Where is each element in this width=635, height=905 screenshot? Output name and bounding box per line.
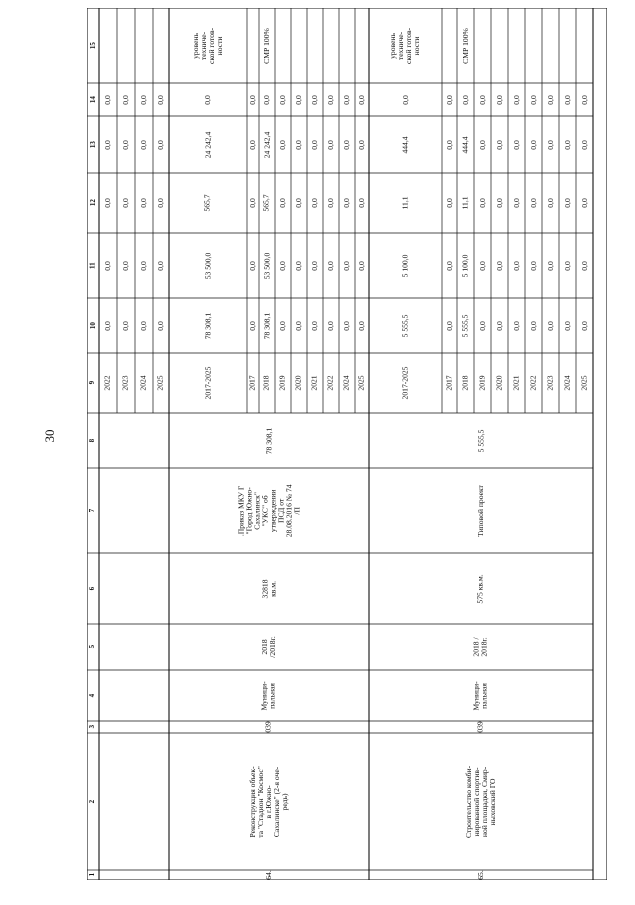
object-64-total-c11: 53 500,0 xyxy=(203,252,213,279)
header-col-5: 5 xyxy=(88,645,97,649)
object-65-row-5-c13: 0,0 xyxy=(511,139,521,150)
object-65-row-4-c14: 0,0 xyxy=(494,94,504,105)
object-64-total-c15: уровень техниче- ской готов- ности xyxy=(191,27,224,64)
object-64-row-5-c13: 0,0 xyxy=(310,139,320,150)
object-65-row-1-year: 2017 xyxy=(444,375,454,391)
top-row-3-c11: 0,0 xyxy=(139,260,149,271)
top-row-3-c10: 0,0 xyxy=(139,320,149,331)
object-65-row-6-c12: 0,0 xyxy=(528,198,538,208)
object-64-row-8-c10: 0,0 xyxy=(357,320,367,331)
object-65-row-1-c14: 0,0 xyxy=(444,94,454,105)
object-64-row-5-c14: 0,0 xyxy=(310,94,320,105)
top-row-4-c11: 0,0 xyxy=(156,260,166,271)
object-65-cost: 5 555,5 xyxy=(476,429,486,452)
object-65-row-4-c11: 0,0 xyxy=(494,260,504,271)
top-row-2-c11: 0,0 xyxy=(121,260,131,271)
object-65-row-2-c12: 11,1 xyxy=(460,196,470,210)
top-row-1-c13: 0,0 xyxy=(103,139,113,150)
object-65-name: Строительство комби- нированной спортив- ной площадки, Смир- ныховский ГО xyxy=(464,765,497,838)
object-64-row-6-year: 2022 xyxy=(326,375,336,391)
top-row-3-c12: 0,0 xyxy=(139,198,149,208)
object-65-row-5-c11: 0,0 xyxy=(511,260,521,271)
object-64-ownership: Муници- пальная xyxy=(260,680,277,711)
header-col-7: 7 xyxy=(88,508,97,513)
object-65-row-6-c13: 0,0 xyxy=(528,139,538,150)
object-64-total-year: 2017-2025 xyxy=(203,366,213,400)
object-64-row-8-c14: 0,0 xyxy=(357,94,367,105)
object-65-row-9-c14: 0,0 xyxy=(579,94,589,105)
header-col-13: 13 xyxy=(88,141,97,148)
top-row-1-year: 2022 xyxy=(103,375,113,391)
object-65-row-7-c14: 0,0 xyxy=(545,94,555,105)
top-row-4-c13: 0,0 xyxy=(156,139,166,150)
object-64-row-3-c12: 0,0 xyxy=(278,198,288,208)
object-64-row-7-year: 2024 xyxy=(342,375,352,391)
object-64-row-2-c11: 53 500,0 xyxy=(262,252,272,279)
object-65-row-1-c11: 0,0 xyxy=(444,260,454,271)
object-65-row-7-year: 2023 xyxy=(545,375,555,391)
object-64-row-1-c10: 0,0 xyxy=(248,320,258,331)
object-64-capacity: 32818 кв.м. xyxy=(260,579,277,598)
object-65-row-3-c12: 0,0 xyxy=(477,198,487,208)
object-65-row-2-year: 2018 xyxy=(460,375,470,391)
header-col-14: 14 xyxy=(88,96,97,103)
object-64-cost: 78 308,1 xyxy=(264,427,274,454)
object-64-number: 64. xyxy=(264,870,274,880)
object-64-row-1-c11: 0,0 xyxy=(248,260,258,271)
object-64-period: 2018 /2018г. xyxy=(260,636,277,658)
object-64-total-c14: 0,0 xyxy=(203,94,213,105)
object-65-number: 65. xyxy=(476,870,486,880)
top-row-4-c12: 0,0 xyxy=(156,198,166,208)
top-row-1-c14: 0,0 xyxy=(103,94,113,105)
object-65-row-6-c10: 0,0 xyxy=(528,320,538,331)
header-col-9: 9 xyxy=(88,381,97,385)
object-65-row-1-c13: 0,0 xyxy=(444,139,454,150)
object-65-row-8-c10: 0,0 xyxy=(562,320,572,331)
object-65-row-2-c15: СМР 100% xyxy=(460,27,470,64)
object-64-row-1-year: 2017 xyxy=(248,375,258,391)
object-65-row-7-c10: 0,0 xyxy=(545,320,555,331)
object-65-capacity: 575 кв.м. xyxy=(476,573,486,604)
object-65-total-c15: уровень техниче- ской готов- ности xyxy=(388,27,422,64)
object-65-total-c13: 444,4 xyxy=(400,135,410,154)
object-64-row-6-c12: 0,0 xyxy=(326,198,336,208)
object-64-row-6-c10: 0,0 xyxy=(326,320,336,331)
top-row-3-c14: 0,0 xyxy=(139,94,149,105)
object-64-row-8-c12: 0,0 xyxy=(357,198,367,208)
object-64-row-8-c11: 0,0 xyxy=(357,260,367,271)
object-65-row-9-c13: 0,0 xyxy=(579,139,589,150)
object-65-row-2-c13: 444,4 xyxy=(460,135,470,154)
top-row-4-c10: 0,0 xyxy=(156,320,166,331)
object-64-name: Реконструкция объек- та "Стадион "Космос" в г.Южно- Сахалинске" (2-я оче- редь) xyxy=(248,765,289,838)
top-row-2-c12: 0,0 xyxy=(121,198,131,208)
object-64-row-6-c13: 0,0 xyxy=(326,139,336,150)
top-row-2-c13: 0,0 xyxy=(121,139,131,150)
object-65-row-8-c13: 0,0 xyxy=(562,139,572,150)
object-64-code: 039 xyxy=(264,721,274,733)
header-col-12: 12 xyxy=(88,199,97,207)
object-64-row-6-c11: 0,0 xyxy=(326,260,336,271)
object-65-document: Типовой проект xyxy=(476,484,486,537)
object-64-row-7-c13: 0,0 xyxy=(342,139,352,150)
object-64-row-4-c10: 0,0 xyxy=(294,320,304,331)
top-row-1-c10: 0,0 xyxy=(103,320,113,331)
object-65-total-c10: 5 555,5 xyxy=(400,314,410,337)
object-64-row-3-c11: 0,0 xyxy=(278,260,288,271)
page-number: 30 xyxy=(42,429,57,443)
header-col-4: 4 xyxy=(88,693,97,698)
object-65-row-4-c12: 0,0 xyxy=(494,198,504,208)
object-65-total-c11: 5 100,0 xyxy=(400,254,410,277)
object-65-row-6-c14: 0,0 xyxy=(528,94,538,105)
top-row-3-c13: 0,0 xyxy=(139,139,149,150)
object-65-row-9-c11: 0,0 xyxy=(579,260,589,271)
object-65-row-5-year: 2021 xyxy=(511,375,521,391)
object-64-row-2-year: 2018 xyxy=(262,375,272,391)
object-65-total-c12: 11,1 xyxy=(400,196,410,210)
object-65-row-2-c14: 0,0 xyxy=(460,94,470,105)
object-65-row-2-c10: 5 555,5 xyxy=(460,314,470,337)
object-64-row-2-c13: 24 242,4 xyxy=(262,131,272,158)
object-64-row-4-c14: 0,0 xyxy=(294,94,304,105)
object-64-row-8-year: 2025 xyxy=(357,375,367,391)
object-65-row-7-c13: 0,0 xyxy=(545,139,555,150)
object-65-row-9-year: 2025 xyxy=(579,375,589,391)
budget-table xyxy=(87,8,607,880)
header-col-11: 11 xyxy=(88,262,97,269)
header-col-15: 15 xyxy=(88,42,97,49)
object-65-row-3-year: 2019 xyxy=(477,375,487,391)
object-65-row-1-c10: 0,0 xyxy=(444,320,454,331)
object-64-row-5-c10: 0,0 xyxy=(310,320,320,331)
header-col-6: 6 xyxy=(88,586,97,591)
object-65-row-2-c11: 5 100,0 xyxy=(460,254,470,277)
object-64-row-4-c12: 0,0 xyxy=(294,198,304,208)
object-65-row-3-c13: 0,0 xyxy=(477,139,487,150)
object-64-row-4-year: 2020 xyxy=(294,375,304,391)
object-65-row-4-c13: 0,0 xyxy=(494,139,504,150)
object-64-row-8-c13: 0,0 xyxy=(357,139,367,150)
object-64-row-5-year: 2021 xyxy=(310,375,320,391)
object-65-row-4-c10: 0,0 xyxy=(494,320,504,331)
object-65-row-8-year: 2024 xyxy=(562,375,572,391)
object-64-total-c13: 24 242,4 xyxy=(203,131,213,158)
object-64-row-3-c14: 0,0 xyxy=(278,94,288,105)
object-64-row-7-c14: 0,0 xyxy=(342,94,352,105)
object-64-row-7-c10: 0,0 xyxy=(342,320,352,331)
top-row-4-year: 2025 xyxy=(156,375,166,391)
object-65-period: 2018 / 2018г. xyxy=(472,637,489,657)
top-row-1-c12: 0,0 xyxy=(103,198,113,208)
object-64-document: .Приказ МКУ Г "Город Южно- Сахалинск" "УКС" об утверждении ПСД от 28.08.2016 № 74 /П xyxy=(236,484,301,537)
top-row-2-c10: 0,0 xyxy=(121,320,131,331)
object-65-row-8-c11: 0,0 xyxy=(562,260,572,271)
object-65-row-6-year: 2022 xyxy=(528,375,538,391)
object-64-row-2-c12: 565,7 xyxy=(262,194,272,212)
object-64-row-7-c11: 0,0 xyxy=(342,260,352,271)
object-64-row-2-c14: 0,0 xyxy=(262,94,272,105)
object-65-row-3-c14: 0,0 xyxy=(477,94,487,105)
object-65-row-5-c10: 0,0 xyxy=(511,320,521,331)
object-65-row-8-c14: 0,0 xyxy=(562,94,572,105)
object-64-row-5-c12: 0,0 xyxy=(310,198,320,208)
object-64-row-4-c11: 0,0 xyxy=(294,260,304,271)
object-65-row-7-c12: 0,0 xyxy=(545,198,555,208)
header-col-1: 1 xyxy=(88,873,97,877)
object-65-row-8-c12: 0,0 xyxy=(562,198,572,208)
top-row-1-c11: 0,0 xyxy=(103,260,113,271)
object-64-row-1-c12: 0,0 xyxy=(248,198,258,208)
top-row-2-c14: 0,0 xyxy=(121,94,131,105)
object-65-code: 039 xyxy=(476,721,486,733)
object-65-row-7-c11: 0,0 xyxy=(545,260,555,271)
object-64-row-1-c13: 0,0 xyxy=(248,139,258,150)
header-col-10: 10 xyxy=(88,322,97,329)
object-65-row-1-c12: 0,0 xyxy=(444,198,454,208)
object-65-row-5-c14: 0,0 xyxy=(511,94,521,105)
object-64-row-3-c10: 0,0 xyxy=(278,320,288,331)
object-65-row-3-c10: 0,0 xyxy=(477,320,487,331)
top-row-4-c14: 0,0 xyxy=(156,94,166,105)
object-65-row-3-c11: 0,0 xyxy=(477,260,487,271)
object-64-row-2-c10: 78 308,1 xyxy=(262,312,272,339)
object-64-total-c12: 565,7 xyxy=(203,194,213,212)
top-row-3-year: 2024 xyxy=(139,375,149,391)
object-65-row-5-c12: 0,0 xyxy=(511,198,521,208)
object-65-row-4-year: 2020 xyxy=(494,375,504,391)
object-64-total-c10: 78 308,1 xyxy=(203,312,213,339)
object-64-row-7-c12: 0,0 xyxy=(342,198,352,208)
object-65-total-c14: 0,0 xyxy=(400,94,410,105)
header-col-2: 2 xyxy=(88,799,97,804)
header-col-3: 3 xyxy=(88,725,97,729)
object-64-row-3-year: 2019 xyxy=(278,375,288,391)
object-65-row-9-c10: 0,0 xyxy=(579,320,589,331)
top-row-2-year: 2023 xyxy=(121,375,131,391)
object-64-row-1-c14: 0,0 xyxy=(248,94,258,105)
object-64-row-3-c13: 0,0 xyxy=(278,139,288,150)
object-64-row-6-c14: 0,0 xyxy=(326,94,336,105)
object-65-ownership: Муници- пальная xyxy=(472,680,489,711)
object-65-row-9-c12: 0,0 xyxy=(579,198,589,208)
object-64-row-2-c15: СМР 100% xyxy=(262,27,272,64)
object-65-row-6-c11: 0,0 xyxy=(528,260,538,271)
object-64-row-4-c13: 0,0 xyxy=(294,139,304,150)
object-64-row-5-c11: 0,0 xyxy=(310,260,320,271)
object-65-total-year: 2017-2025 xyxy=(400,366,410,400)
header-col-8: 8 xyxy=(88,438,97,443)
